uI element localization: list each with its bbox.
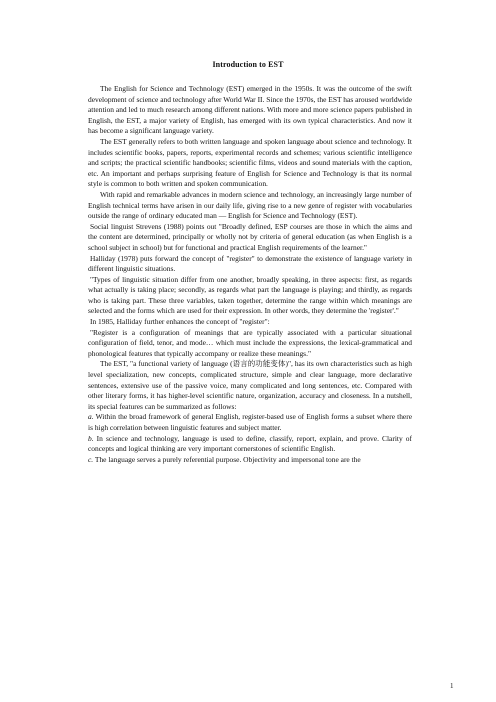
document-title: Introduction to EST	[212, 60, 284, 69]
list-item-text: The language serves a purely referential purpose. Objectivity and impersonal tone are the	[93, 454, 361, 464]
paragraph-est-characteristics: The EST, "a functional variety of language (语言的功能变体)", has its own characteristics such as high level specialization, new concepts, complicated structure, simple and clear language, more declarative sentences, extensive use of the passive voice, many complicated and long sentences, etc. Compared with other literary forms, it has higher-level scientific nature, organization, accuracy and closeness. In a nutshell, its special features can be summarized as follows:	[88, 359, 412, 411]
paragraph-strevens-quote: Social linguist Strevens (1988) points out "Broadly defined, ESP courses are those in which the aims and the content are determined, principally or wholly not by criteria of general education (as when English is a school subject in school) but for functional and practical English requirements of the learner."	[88, 221, 412, 252]
list-item-letter: b.	[88, 433, 94, 443]
list-item-a	[88, 412, 412, 433]
paragraph-register-definition-quote: "Register is a configuration of meanings that are typically associated with a particular situational configuration of field, tenor, and mode… which must include the expressions, the lexical-grammatical and phonological features that typically accompany or realize these meanings."	[88, 327, 412, 358]
list-item-letter: c.	[88, 454, 94, 464]
paragraph-technical-terms: With rapid and remarkable advances in modern science and technology, an increasingly large number of English technical terms have arisen in our daily life, giving rise to a new genre of register with vocabularies outside the range of ordinary educated man — English for Science and Technology (EST).	[88, 189, 412, 221]
page-number: 1	[450, 682, 454, 690]
paragraph-linguistic-situation-quote: "Types of linguistic situation differ from one another, broadly speaking, in three aspects: first, as regards what actually is taking place; secondly, as regards what part the language is playing; and thirdly, as regards who is taking part. These three variables, taken together, determine the range within which meanings are selected and the forms which are used for their expression. In other words, they determine the 'register'."	[88, 274, 412, 316]
paragraph-est-emergence: The English for Science and Technology (EST) emerged in the 1950s. It was the outcome of the swift development of science and technology after World War II. Since the 1970s, the EST has aroused worldwide attention and led to much research among different nations. With more and more science papers published in English, the EST, a major variety of English, has emerged with its own typical characteristics. And now it has become a significant language variety.	[88, 84, 412, 136]
list-item-b	[88, 434, 412, 455]
document-body	[88, 84, 412, 465]
list-item-c	[88, 455, 412, 466]
list-item-text: Within the broad framework of general English, register-based use of English forms a subset where there is high correlation between linguistic features and subject matter.	[88, 412, 412, 432]
paragraph-est-definition: The EST generally refers to both written language and spoken language about science and technology. It includes scientific books, papers, reports, experimental records and schemes; various scientific intelligence and scripts; the practical scientific handbooks; scientific films, videos and sound materials with the caption, etc. An important and perhaps surprising feature of English for Science and Technology is that its normal style is common to both written and spoken communication.	[88, 136, 412, 189]
list-item-letter: a.	[88, 412, 94, 422]
list-item-text: In science and technology, language is used to define, classify, report, explain, and prove. Clarity of concepts and logical thinking are very important cornerstones of scientific English.	[88, 433, 412, 454]
paragraph-halliday-1985: In 1985, Halliday further enhances the concept of "register":	[90, 317, 270, 327]
paragraph-halliday-register: Halliday (1978) puts forward the concept of "register" to demonstrate the existence of language variety in different linguistic situations.	[88, 253, 412, 274]
